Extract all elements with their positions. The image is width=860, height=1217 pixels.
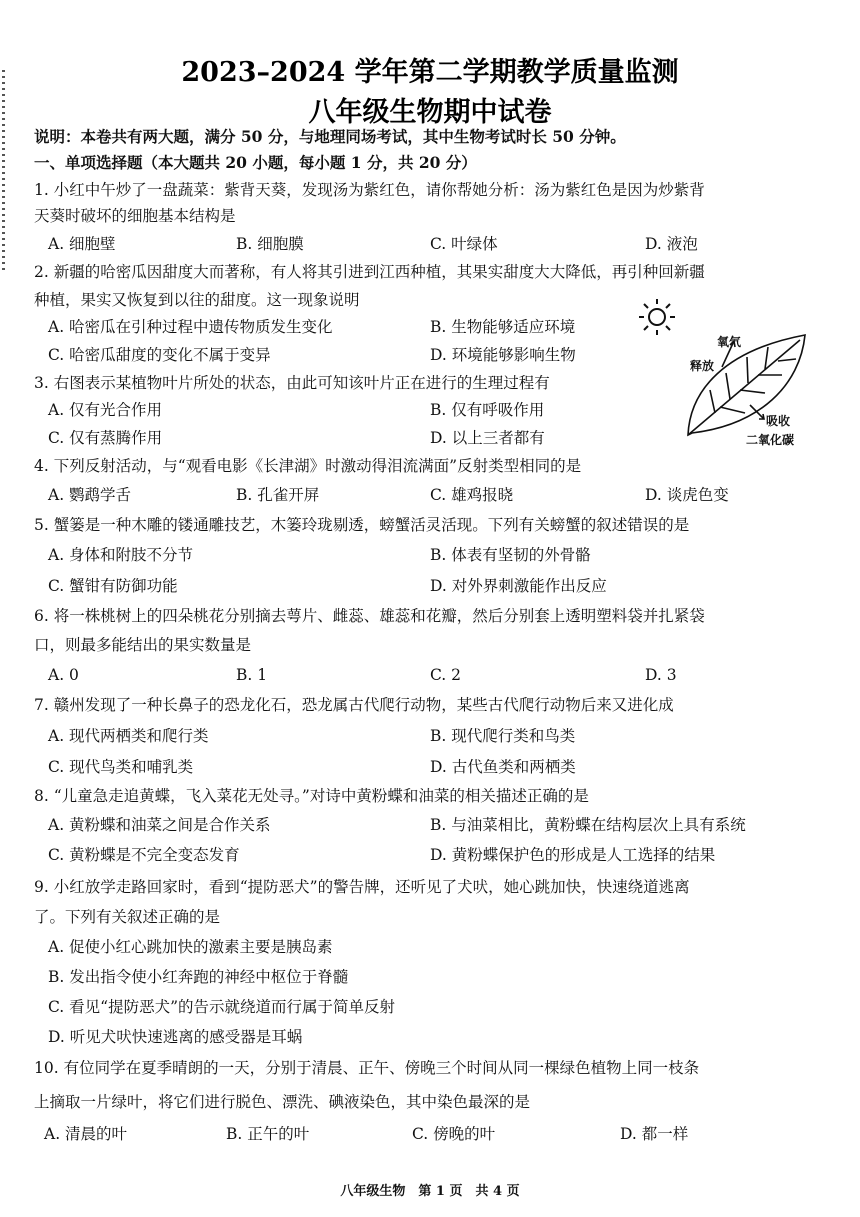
question-stem-line: 上摘取一片绿叶，将它们进行脱色、漂洗、碘液染色，其中染色最深的是	[34, 1093, 531, 1111]
figure-label-release: 释放	[690, 359, 715, 373]
leaf-diagram-svg	[630, 295, 830, 455]
option: B. 体表有坚韧的外骨骼	[430, 546, 591, 564]
question-stem-line: 口，则最多能结出的果实数量是	[34, 636, 252, 654]
option: B. 细胞膜	[236, 235, 304, 253]
exam-instructions: 说明：本卷共有两大题，满分 50 分，与地理同场考试，其中生物考试时长 50 分钟。	[34, 127, 626, 146]
option: A. 哈密瓜在引种过程中遗传物质发生变化	[48, 318, 333, 336]
option: A. 黄粉蝶和油菜之间是合作关系	[48, 816, 271, 834]
option: C. 仅有蒸腾作用	[48, 429, 163, 447]
question-stem-line: 10. 有位同学在夏季晴朗的一天，分别于清晨、正午、傍晚三个时间从同一棵绿色植物上同一枝条	[34, 1059, 700, 1077]
page-footer: 八年级生物 第 1 页 共 4 页	[340, 1184, 520, 1199]
question-stem-line: 了。下列有关叙述正确的是	[34, 908, 221, 926]
option: B. 1	[236, 666, 268, 684]
option: B. 仅有呼吸作用	[430, 401, 545, 419]
figure-label-oxygen: 氧气	[717, 335, 742, 349]
figure-label-absorb: 吸收	[766, 414, 791, 428]
question-stem-line: 4. 下列反射活动，与“观看电影《长津湖》时激动得泪流满面”反射类型相同的是	[34, 457, 582, 475]
option: A. 清晨的叶	[44, 1125, 128, 1143]
question-stem-line: 5. 蟹篓是一种木雕的镂通雕技艺，木篓玲珑剔透，螃蟹活灵活现。下列有关螃蟹的叙述错误的是	[34, 516, 690, 534]
figure-label-co2: 二氧化碳	[746, 433, 795, 447]
option: C. 2	[430, 666, 462, 684]
option: C. 哈密瓜甜度的变化不属于变异	[48, 346, 271, 364]
option: B. 现代爬行类和鸟类	[430, 727, 576, 745]
question-stem-line: 7. 赣州发现了一种长鼻子的恐龙化石，恐龙属古代爬行动物，某些古代爬行动物后来又进化成	[34, 696, 674, 714]
option: B. 正午的叶	[226, 1125, 310, 1143]
option: B. 与油菜相比，黄粉蝶在结构层次上具有系统	[430, 816, 746, 834]
question-stem-line: 9. 小红放学走路回家时，看到“提防恶犬”的警告牌，还听见了犬吠，她心跳加快，快速绕道逃离	[34, 878, 690, 896]
option: C. 叶绿体	[430, 235, 498, 253]
option: B. 发出指令使小红奔跑的神经中枢位于脊髓	[48, 968, 349, 986]
option: A. 鹦鹉学舌	[48, 486, 132, 504]
option: B. 生物能够适应环境	[430, 318, 576, 336]
option: C. 看见“提防恶犬”的告示就绕道而行属于简单反射	[48, 998, 396, 1016]
option: D. 听见犬吠快速逃离的感受器是耳蜗	[48, 1028, 303, 1046]
option: D. 都一样	[620, 1125, 689, 1143]
exam-title: 2023–2024 学年第二学期教学质量监测	[181, 57, 679, 88]
option: A. 身体和附肢不分节	[48, 546, 194, 564]
question-stem-line: 2. 新疆的哈密瓜因甜度大而著称，有人将其引进到江西种植，其果实甜度大大降低，再引种回新疆	[34, 263, 705, 281]
option: C. 傍晚的叶	[412, 1125, 496, 1143]
option: C. 黄粉蝶是不完全变态发育	[48, 846, 240, 864]
option: A. 现代两栖类和爬行类	[48, 727, 209, 745]
option: C. 蟹钳有防御功能	[48, 577, 178, 595]
option: D. 谈虎色变	[645, 486, 729, 504]
option: A. 仅有光合作用	[48, 401, 163, 419]
option: B. 孔雀开屏	[236, 486, 320, 504]
option: C. 现代鸟类和哺乳类	[48, 758, 194, 776]
option: A. 促使小红心跳加快的激素主要是胰岛素	[48, 938, 333, 956]
option: C. 雄鸡报晓	[430, 486, 514, 504]
question-stem-line: 8. “儿童急走追黄蝶，飞入菜花无处寻。”对诗中黄粉蝶和油菜的相关描述正确的是	[34, 787, 589, 805]
option: D. 环境能够影响生物	[430, 346, 576, 364]
arrow-icon	[722, 341, 764, 419]
option: A. 0	[48, 666, 79, 684]
section-heading: 一、单项选择题（本大题共 20 小题，每小题 1 分，共 20 分）	[34, 153, 477, 172]
option: D. 3	[645, 666, 677, 684]
option: D. 对外界刺激能作出反应	[430, 577, 607, 595]
option: D. 古代鱼类和两栖类	[430, 758, 576, 776]
exam-subtitle: 八年级生物期中试卷	[308, 97, 552, 128]
question-stem-line: 天葵时破坏的细胞基本结构是	[34, 207, 236, 225]
leaf-diagram	[630, 295, 830, 455]
option: D. 液泡	[645, 235, 698, 253]
option: D. 黄粉蝶保护色的形成是人工选择的结果	[430, 846, 716, 864]
question-stem-line: 种植，果实又恢复到以往的甜度。这一现象说明	[34, 291, 360, 309]
question-stem-line: 3. 右图表示某植物叶片所处的状态，由此可知该叶片正在进行的生理过程有	[34, 374, 550, 392]
option: A. 细胞壁	[48, 235, 116, 253]
sun-icon	[639, 299, 675, 335]
question-stem-line: 6. 将一株桃树上的四朵桃花分别摘去萼片、雌蕊、雄蕊和花瓣，然后分别套上透明塑料袋并扎紧袋	[34, 607, 705, 625]
option: D. 以上三者都有	[430, 429, 545, 447]
question-stem-line: 1. 小红中午炒了一盘蔬菜：紫背天葵，发现汤为紫红色，请你帮她分析：汤为紫红色是因为炒紫背	[34, 181, 705, 199]
